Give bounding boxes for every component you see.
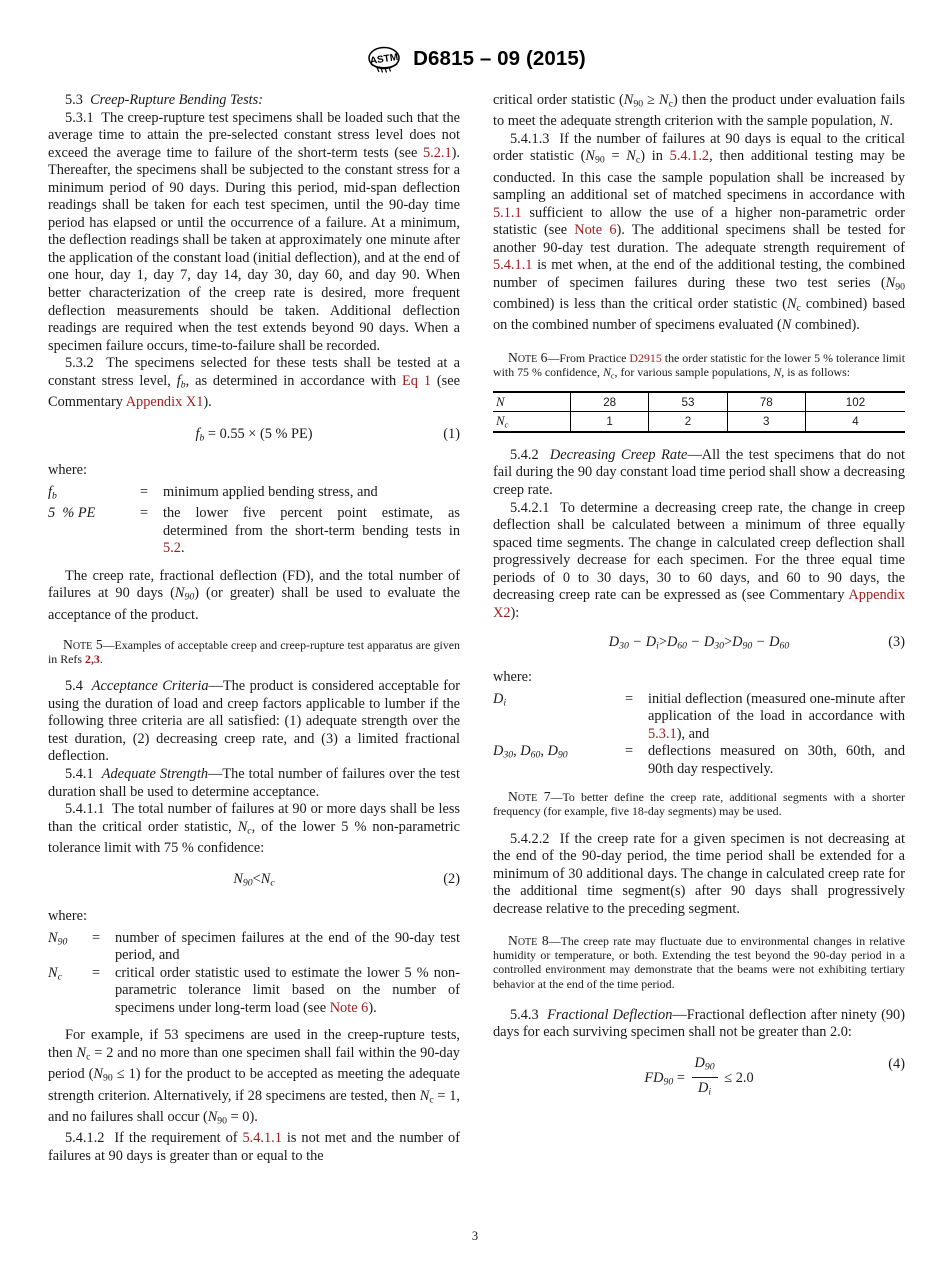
fraction xyxy=(692,1053,718,1103)
table-cell: 4 xyxy=(805,412,905,432)
crossref-531[interactable]: 5.3.1 xyxy=(648,725,677,742)
equation-4-number: (4) xyxy=(888,1055,905,1072)
right-column xyxy=(493,92,905,1165)
crossref-5411[interactable]: 5.4.1.1 xyxy=(242,1130,282,1147)
page-header xyxy=(0,44,950,74)
table-row xyxy=(493,412,905,432)
equation-3: $D_{30} - D_i>D_{60} - D_{30}>D_{90} - D_{60}$ (3) xyxy=(608,634,905,653)
definition-row xyxy=(493,691,905,744)
definition-desc: critical order statistic used to estimate the lower 5 % non-parametric tolerance limit based on the number of specimens under long-term load (see Note 6). xyxy=(115,964,460,1016)
definition-term: $D_{30}$, $D_{60}$, $D_{90}$ xyxy=(493,743,568,761)
where-label-3: where: xyxy=(493,669,533,686)
table-cell: 78 xyxy=(727,392,805,412)
paragraph-5.4.1.2-continued: critical order statistic $(N_{90} \ge N_c)$ then the product under evaluation fails to meet the adequate strength criterion with the sample population, N. xyxy=(493,92,906,130)
paragraph-5.3.1: 5.3.1 The creep-rupture test specimens shall be loaded such that the average time to attain the pre-selected constant stress level does not exceed the average time to failure of the short-term tests (see 5.2.1). Thereafter, the specimens shall be subjected to the constant stress for a minimum period of 90 days. During this period, mid-span deflection readings shall be taken for each test specimen, until the 90-day time period has elapsed or until the occurrence of a failure. At a minimum, the deflection readings shall be taken at approximately one minute after the application of the constant load (initial deflection), and at the end of one hour, day 1, day 7, day 14, day 30, day 60, and day 90. When better characterization of the creep rate is desired, more frequent deflection measurements should be taken. Additional deflection readings are required when the test extends beyond 90 days. When a specimen failure occurs, time-to-failure shall be recorded. xyxy=(48,109,460,354)
crossref-5411[interactable]: 5.4.1.1 xyxy=(493,257,533,274)
paragraph-5.4.1.3: 5.4.1.3 If the number of failures at 90 days is equal to the critical order statistic $(N_{90} = N_c)$ in 5.4.1.2, then additional testing may be conducted. In this case the sample population shall be increased by sampling an additional set of matched specimens in accordance with 5.1.1 sufficient to allow the use of a higher non-parametric order statistic (see Note 6). The additional specimens shall be tested for another 90-day test duration. The adequate strength requirement of 5.4.1.1 is met when, at the end of the additional testing, the combined number of specimen failures during these two test series ($N_{90}$ combined) is less than the critical order statistic ($N_c$ combined) based on the combined number of specimens evaluated (N combined). xyxy=(493,130,906,334)
paragraph-example: For example, if 53 specimens are used in the creep-rupture tests, then $N_c = 2$ and no more than one specimen shall fail within the 90-day period $(N_{90} \le 1)$ for the product to be accepted as meeting the adequate strength criterion. Alternatively, if 28 specimens are tested, then $N_c = 1$, and no failures shall occur $(N_{90} = 0)$. xyxy=(48,1027,460,1127)
page-number: 3 xyxy=(471,1229,479,1243)
crossref-appendix-x2[interactable]: Appendix X2 xyxy=(493,587,905,621)
equation-2: $N_{90}<N_c$ (2) xyxy=(233,871,460,890)
page-title: D6815 – 09 (2015) xyxy=(413,47,586,70)
crossref-note6[interactable]: Note 6 xyxy=(574,222,617,239)
paragraph-5.4.2.2: 5.4.2.2 If the creep rate for a given specimen is not decreasing at the end of the 90-day period, the time period shall be extended for a minimum of 30 additional days. The change in calculated creep rate for the additional time segment(s) after 90 days shall progressively decrease relative to the preceding segment. xyxy=(493,830,905,917)
definition-term: $f_b$ xyxy=(48,483,57,502)
paragraph-5.4.1: 5.4.1 Adequate Strength—The total number of failures over the test duration shall be used to determine acceptance. xyxy=(48,766,460,800)
table-row xyxy=(493,392,905,412)
definition-list-1 xyxy=(48,484,460,558)
table-cell: 3 xyxy=(727,412,805,432)
crossref-refs-23[interactable]: 2,3 xyxy=(85,652,100,667)
crossref-note6[interactable]: Note 6 xyxy=(329,999,369,1016)
section-5.3-heading: 5.3 Creep-Rupture Bending Tests: xyxy=(65,92,264,108)
definition-row xyxy=(48,484,460,505)
definition-desc: minimum applied bending stress, and xyxy=(163,483,378,500)
equation-4: $FD_{90}$ = $\frac{D_{90}}{D_i}$ ≤ 2.0 (4) xyxy=(493,1054,905,1104)
definition-list-3 xyxy=(493,691,905,779)
definition-desc: number of specimen failures at the end of the 90-day test period, and xyxy=(115,929,460,964)
definition-term: $N_{90}$ xyxy=(48,929,68,948)
definition-desc: initial deflection (measured one-minute after application of the load in accordance with 5.3.1), and xyxy=(648,690,905,742)
definition-row xyxy=(493,743,905,778)
definition-equals: = xyxy=(92,929,101,946)
note-5: Note 5—Examples of acceptable creep and creep-rupture test apparatus are given in Refs 2,3. xyxy=(48,637,461,667)
equation-1-number: (1) xyxy=(443,425,460,442)
two-column-body xyxy=(48,92,906,1165)
where-label-1: where: xyxy=(48,462,88,479)
definition-term: $N_c$ xyxy=(48,964,62,983)
table-row-label: $N_c$ xyxy=(493,412,571,432)
crossref-521[interactable]: 5.2.1 xyxy=(422,144,452,161)
crossref-eq1[interactable]: Eq 1 xyxy=(402,372,432,389)
crossref-52[interactable]: 5.2 xyxy=(163,540,181,557)
equation-3-number: (3) xyxy=(888,634,905,651)
paragraph-5.4: 5.4 Acceptance Criteria—The product is considered acceptable for using the duration of load and creep factors applicable to lumber if the following three criteria are all satisfied: (1) adequate strength over the test duration, (2) decreasing creep rate, and (3) a limited fractional deflection. xyxy=(48,678,461,765)
crossref-appendix-x1[interactable]: Appendix X1 xyxy=(125,394,204,411)
definition-desc: deflections measured on 30th, 60th, and 90th day respectively. xyxy=(648,743,905,777)
paragraph-5.4.3: 5.4.3 Fractional Deflection—Fractional deflection after ninety (90) days for each surviving specimen shall not be greater than 2.0: xyxy=(493,1006,906,1041)
left-column xyxy=(48,92,460,1165)
paragraph-5.4.2: 5.4.2 Decreasing Creep Rate—All the test specimens that do not fail during the 90 day constant load time period shall show a decreasing creep rate. xyxy=(493,446,905,498)
definition-list-2 xyxy=(48,930,460,1018)
note-6-table xyxy=(493,391,905,432)
paragraph-creep-rate-summary: The creep rate, fractional deflection (FD), and the total number of failures at 90 days $(N_{90})$ (or greater) shall be used to evaluate the acceptance of the product. xyxy=(48,567,460,623)
crossref-d2915[interactable]: D2915 xyxy=(629,350,662,365)
table-cell: 1 xyxy=(571,412,649,432)
definition-equals: = xyxy=(140,505,149,522)
paragraph-5.3.2: 5.3.2 The specimens selected for these tests shall be tested at a constant stress level, $f_b$, as determined in accordance with Eq 1 (see Commentary Appendix X1). xyxy=(48,355,460,411)
crossref-511[interactable]: 5.1.1 xyxy=(493,204,522,221)
paragraph-5.4.1.1: 5.4.1.1 The total number of failures at 90 or more days shall be less than the critical order statistic, $N_c$, of the lower 5 % non-parametric tolerance limit with 75 % confidence: xyxy=(48,801,461,856)
equation-2-number: (2) xyxy=(443,871,460,888)
table-cell: 28 xyxy=(571,392,649,412)
equation-1: $f_b = 0.55 \times (5$ % PE) (1) xyxy=(195,425,460,444)
where-label-2: where: xyxy=(48,908,88,925)
definition-equals: = xyxy=(92,964,101,981)
definition-row xyxy=(48,965,460,1018)
definition-equals: = xyxy=(625,690,634,707)
table-cell: 53 xyxy=(649,392,727,412)
note-8: Note 8—The creep rate may fluctuate due to environmental changes in relative humidity or temperature, or both. Extending the test beyond the 90-day period in a controlled environment may demonstrate that the beams were not exhibiting tertiary behavior at the end of the time period. xyxy=(493,933,906,991)
table-cell: 102 xyxy=(805,392,905,412)
definition-row xyxy=(48,930,460,965)
svg-text:ASTM: ASTM xyxy=(369,52,400,67)
definition-term: $D_i$ xyxy=(493,690,507,709)
definition-desc: the lower five percent point estimate, as determined from the short-term bending tests in 5.2. xyxy=(163,505,460,557)
paragraph-5.4.2.1: 5.4.2.1 To determine a decreasing creep rate, the change in creep deflection shall be calculated between a minimum of three equally spaced time segments. The change in calculated creep deflection shall progressively decrease for each specimen. For the three equal time periods of 0 to 30 days, 30 to 60 days, and 60 to 90 days, the decreasing creep rate can be expressed as (see Commentary Appendix X2): xyxy=(493,499,906,621)
crossref-5412[interactable]: 5.4.1.2 xyxy=(669,148,710,165)
definition-equals: = xyxy=(140,483,149,500)
note-7: Note 7—To better define the creep rate, additional segments with a shorter frequency (for example, five 18-day segments) may be used. xyxy=(493,789,905,819)
fraction-numerator: $D_{90}$ xyxy=(694,1054,715,1073)
table-cell: 2 xyxy=(649,412,727,432)
table-row-label: N xyxy=(493,392,571,412)
definition-term: 5 % PE xyxy=(48,505,96,522)
definition-row xyxy=(48,505,460,558)
fraction-denominator: $D_i$ xyxy=(692,1077,718,1103)
note-6: Note 6—From Practice D2915 the order statistic for the lower 5 % tolerance limit with 75 % confidence, $N_c$, for various sample populations, N, is as follows: xyxy=(493,349,906,381)
astm-logo-icon xyxy=(364,44,404,74)
paragraph-5.4.1.2: 5.4.1.2 If the requirement of 5.4.1.1 is not met and the number of failures at 90 days is greater than or equal to the xyxy=(48,1130,460,1164)
definition-equals: = xyxy=(625,743,634,760)
